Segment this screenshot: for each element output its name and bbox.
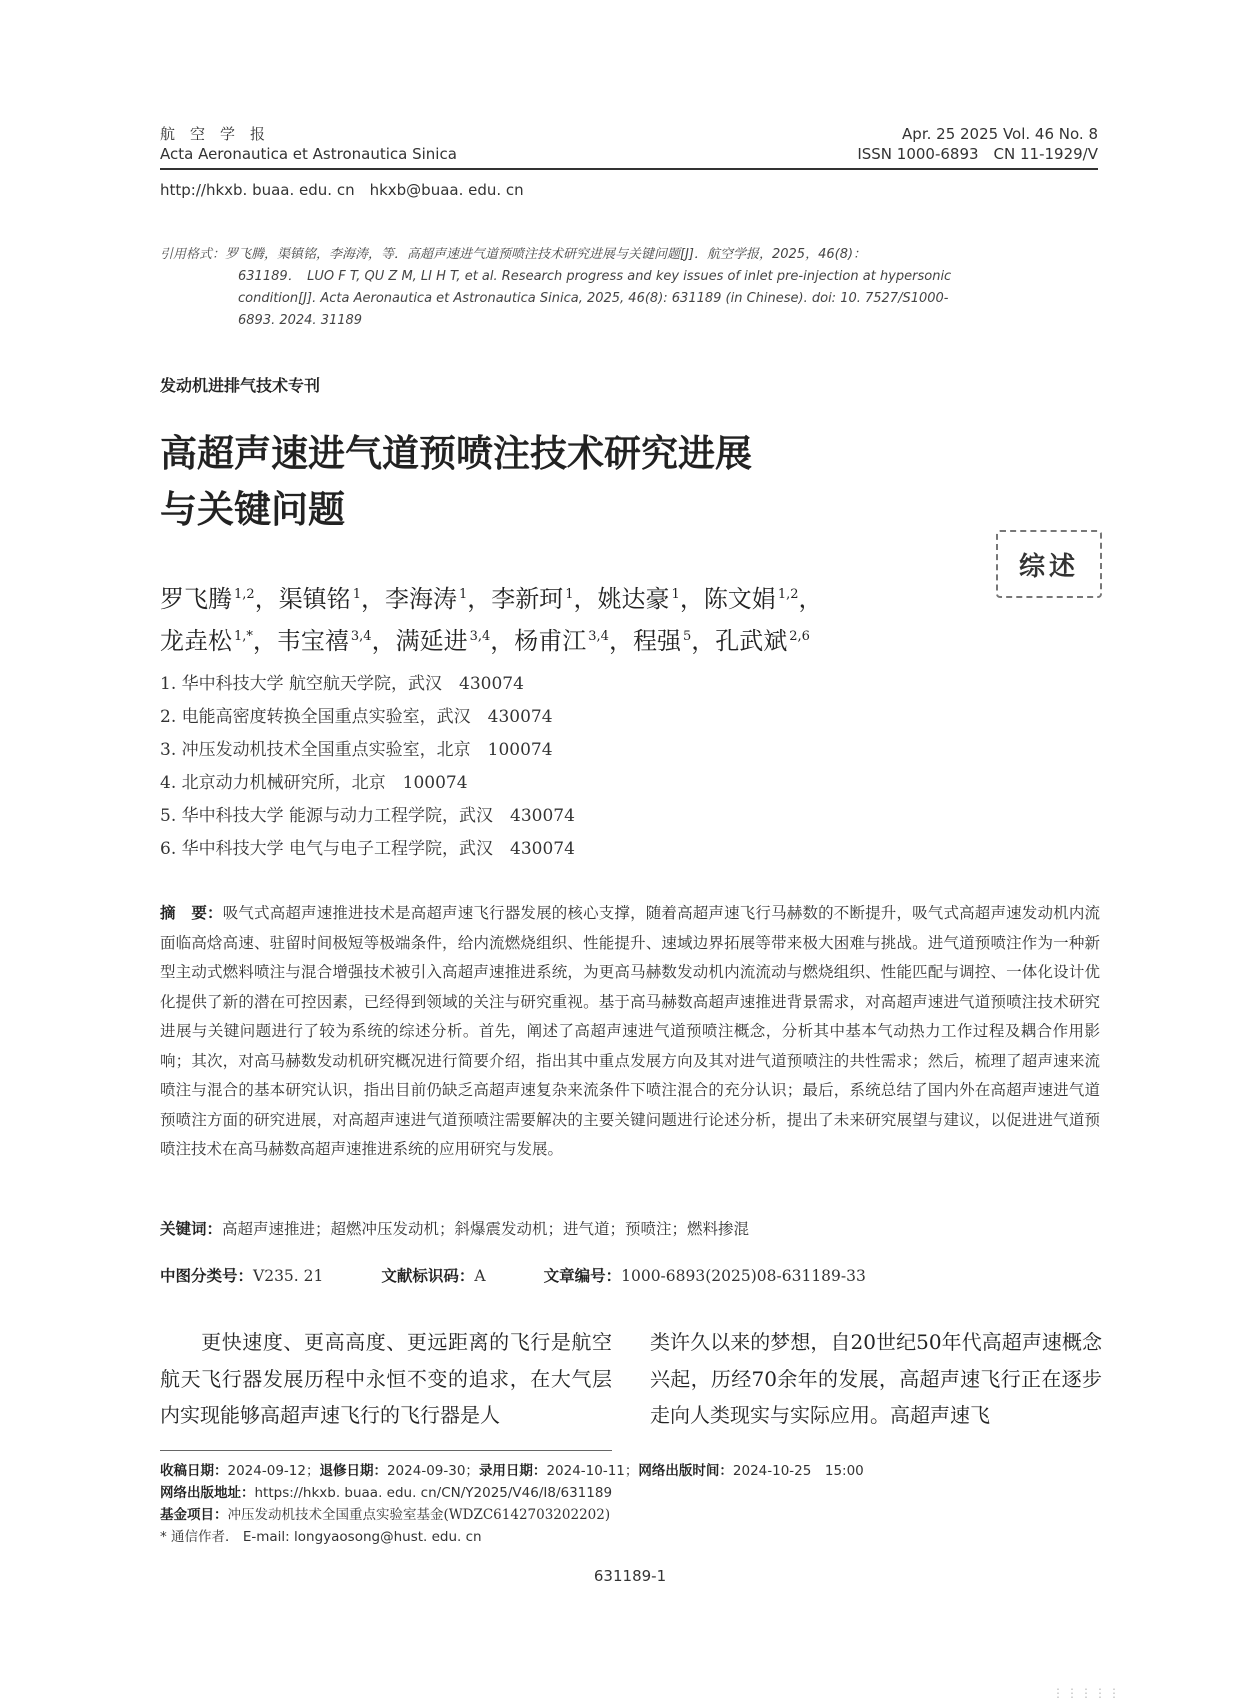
author xyxy=(396,627,515,655)
author-name: 韦宝禧 xyxy=(276,627,349,655)
author-affiliation-mark: 2,6 xyxy=(789,629,810,644)
keywords xyxy=(160,1217,749,1239)
author-name: 渠镇铭 xyxy=(278,585,351,613)
citation-line-3: condition[J]. Acta Aeronautica et Astronautica Sinica, 2025, 46(8): 631189 (in Chinese). doi: 10. 7527/S1000- xyxy=(238,291,949,306)
author-separator: ， xyxy=(252,627,277,655)
author-name: 龙垚松 xyxy=(160,627,232,655)
author xyxy=(277,627,396,655)
author xyxy=(491,585,597,613)
journal-name-cn: 航 空 学 报 xyxy=(160,125,266,143)
author-name: 李海涛 xyxy=(384,585,457,613)
author-name: 李新珂 xyxy=(491,585,564,613)
article-number-label: 文章编号： xyxy=(543,1266,622,1285)
citation-line-4: 6893. 2024. 31189 xyxy=(238,313,363,328)
corresponding-email[interactable]: E-mail: longyaosong@hust. edu. cn xyxy=(242,1529,482,1545)
keywords-label: 关键词： xyxy=(160,1219,223,1238)
footnote-corresponding xyxy=(160,1526,864,1548)
author-affiliation-mark: 3,4 xyxy=(469,629,491,644)
journal-url: http://hkxb. buaa. edu. cn hkxb@buaa. edu. cn xyxy=(160,181,524,199)
author-affiliation-mark: 1,* xyxy=(234,629,253,644)
doc-code-value: A xyxy=(474,1267,486,1285)
author-affiliation-mark: 3,4 xyxy=(350,629,372,644)
accepted-date: 2024-10-11； xyxy=(546,1463,639,1479)
author-affiliation-mark: 1,2 xyxy=(234,587,255,602)
footnote-rule xyxy=(160,1450,612,1451)
footnote-url xyxy=(160,1482,864,1504)
author-separator: ， xyxy=(691,627,716,655)
author xyxy=(704,585,823,613)
author-separator: ， xyxy=(254,585,279,613)
citation-line-1: 罗飞腾，渠镇铭，李海涛，等．高超声速进气道预喷注技术研究进展与关键问题[J]．航空学报，2025，46(8)： xyxy=(225,247,867,262)
revised-date: 2024-09-30； xyxy=(386,1463,479,1479)
citation-label: 引用格式： xyxy=(160,247,226,262)
author-affiliation-mark: 1 xyxy=(671,587,680,602)
author xyxy=(385,585,491,613)
keywords-text: 高超声速推进；超燃冲压发动机；斜爆震发动机；进气道；预喷注；燃料掺混 xyxy=(222,1220,750,1238)
footnote-fund xyxy=(160,1504,864,1526)
author xyxy=(633,627,715,655)
online-label: 网络出版时间： xyxy=(638,1463,733,1479)
clc-item xyxy=(160,1264,323,1286)
paper-title xyxy=(160,425,920,537)
special-issue-label: 发动机进排气技术专刊 xyxy=(160,376,321,395)
author-affiliation-mark: 1,2 xyxy=(777,587,799,602)
author-name: 杨甫江 xyxy=(514,627,587,655)
author-separator: ， xyxy=(490,627,515,655)
body-column-right: 类许久以来的梦想，自20世纪50年代高超声速概念兴起，历经70余年的发展，高超声速飞行正在逐步走向人类现实与实际应用。高超声速飞 xyxy=(650,1330,1102,1427)
paper-title-line-2: 与关键问题 xyxy=(160,487,345,531)
online-url-label: 网络出版地址： xyxy=(160,1485,255,1501)
footnote-dates xyxy=(160,1460,864,1482)
fund-label: 基金项目： xyxy=(160,1507,228,1523)
header-rule xyxy=(160,168,1098,170)
author-name: 程强 xyxy=(632,627,681,655)
footnotes xyxy=(160,1460,864,1548)
doc-code-label: 文献标识码： xyxy=(381,1266,475,1285)
received-label: 收稿日期： xyxy=(160,1463,228,1479)
author xyxy=(715,627,810,655)
viewer-controls[interactable]: ⋮⋮⋮⋮⋮ xyxy=(1052,1686,1122,1700)
received-date: 2024-09-12； xyxy=(227,1463,320,1479)
corresponding-label: * 通信作者． xyxy=(160,1529,239,1545)
doc-code-item xyxy=(381,1264,485,1286)
author-separator: ， xyxy=(679,585,704,613)
page-number: 631189-1 xyxy=(593,1567,667,1585)
author xyxy=(598,585,704,613)
classification-line xyxy=(160,1264,1100,1286)
review-badge-label: 综述 xyxy=(1018,551,1079,582)
clc-label: 中图分类号： xyxy=(160,1266,254,1285)
affiliation-list xyxy=(160,668,575,866)
journal-issue: Apr. 25 2025 Vol. 46 No. 8 xyxy=(902,125,1098,143)
fund-text: 冲压发动机技术全国重点实验室基金(WDZC6142703202202) xyxy=(227,1507,611,1523)
author-separator: ， xyxy=(467,585,492,613)
author-separator: ， xyxy=(360,585,385,613)
affiliation: 1. 华中科技大学 航空航天学院，武汉 430074 xyxy=(160,674,524,694)
author-separator: ， xyxy=(573,585,598,613)
clc-value: V235. 21 xyxy=(253,1267,324,1285)
abstract-label: 摘 要： xyxy=(160,904,223,922)
journal-issn: ISSN 1000-6893 CN 11-1929/V xyxy=(857,145,1098,163)
author-name: 陈文娟 xyxy=(703,585,776,613)
author-affiliation-mark: 1 xyxy=(458,587,468,602)
author-name: 孔武斌 xyxy=(715,627,788,655)
author-name: 罗飞腾 xyxy=(160,585,232,613)
affiliation: 2. 电能高密度转换全国重点实验室，武汉 430074 xyxy=(160,707,553,727)
online-date: 2024-10-25 15:00 xyxy=(732,1463,864,1479)
citation-line-2: 631189． LUO F T, QU Z M, LI H T, et al. Research progress and key issues of inlet pre-injection at hypersonic xyxy=(238,269,952,284)
author xyxy=(160,585,279,613)
affiliation: 5. 华中科技大学 能源与动力工程学院，武汉 430074 xyxy=(160,806,575,826)
online-url-link[interactable]: https://hkxb. buaa. edu. cn/CN/Y2025/V46/I8/631189 xyxy=(254,1485,613,1501)
author-separator: ， xyxy=(798,585,823,613)
author xyxy=(279,585,385,613)
author-affiliation-mark: 1 xyxy=(352,587,361,602)
author-name: 满延进 xyxy=(395,627,468,655)
affiliation: 3. 冲压发动机技术全国重点实验室，北京 100074 xyxy=(160,740,553,760)
accepted-label: 录用日期： xyxy=(478,1463,547,1479)
affiliation: 6. 华中科技大学 电气与电子工程学院，武汉 430074 xyxy=(160,839,575,859)
article-number-item xyxy=(544,1264,866,1286)
author-name: 姚达豪 xyxy=(597,585,670,613)
citation-block xyxy=(160,244,1100,332)
article-number-value: 1000-6893(2025)08-631189-33 xyxy=(621,1267,866,1285)
author-separator: ， xyxy=(371,627,396,655)
body-column-left: 更快速度、更高高度、更远距离的飞行是航空航天飞行器发展历程中永恒不变的追求，在大气层内实现能够高超声速飞行的飞行器是人 xyxy=(160,1330,612,1427)
journal-name-en: Acta Aeronautica et Astronautica Sinica xyxy=(160,145,457,163)
paper-title-line-1: 高超声速进气道预喷注技术研究进展 xyxy=(160,431,752,475)
revised-label: 退修日期： xyxy=(319,1463,387,1479)
abstract-text: 吸气式高超声速推进技术是高超声速飞行器发展的核心支撑，随着高超声速飞行马赫数的不断提升，吸气式高超声速发动机内流面临高焓高速、驻留时间极短等极端条件，给内流燃烧组织、性能提升、速域边界拓展等带来极大困难与挑战。进气道预喷注作为一种新型主动式燃料喷注与混合增强技术被引入高超声速推进系统，为更高马赫数发动机内流流动与燃烧组织、性能匹配与调控、一体化设计优化提供了新的潜在可控因素，已经得到领域的关注与研究重视。基于高马赫数高超声速推进背景需求，对高超声速进气道预喷注技术研究进展与关键问题进行了较为系统的综述分析。首先，阐述了高超声速进气道预喷注概念，分析其中基本气动热力工作过程及耦合作用影响；其次，对高马赫数发动机研究概况进行简要介绍，指出其中重点发展方向及其对进气道预喷注的共性需求；然后，梳理了超声速来流喷注与混合的基本研究认识，指出目前仍缺乏高超声速复杂来流条件下喷注混合的充分认识；最后，系统总结了国内外在高超声速进气道预喷注方面的研究进展，对高超声速进气道预喷注需要解决的主要关键问题进行论述分析，提出了未来研究展望与建议，以促进进气道预喷注技术在高马赫数高超声速推进系统的应用研究与发展。 xyxy=(160,904,1100,1158)
author xyxy=(514,627,633,655)
author-affiliation-mark: 1 xyxy=(565,587,574,602)
author-affiliation-mark: 3,4 xyxy=(588,629,609,644)
author-separator: ， xyxy=(608,627,633,655)
affiliation: 4. 北京动力机械研究所，北京 100074 xyxy=(160,773,468,793)
author xyxy=(160,627,277,655)
author-list xyxy=(160,578,1120,662)
author-affiliation-mark: 5 xyxy=(682,629,692,644)
abstract xyxy=(160,899,1100,1165)
